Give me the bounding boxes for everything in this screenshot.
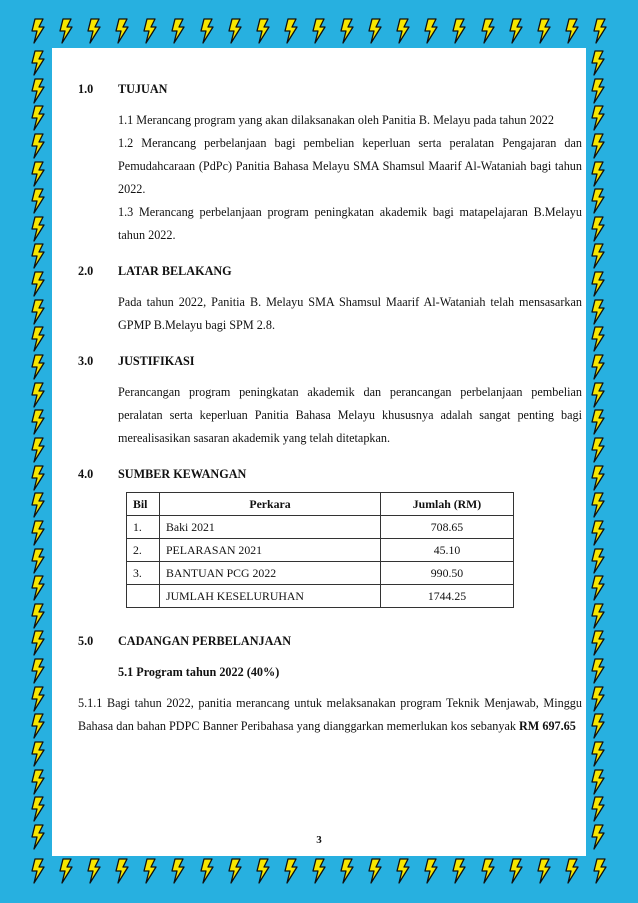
section-heading-tujuan bbox=[78, 78, 582, 101]
latar-belakang-paragraph: Pada tahun 2022, Panitia B. Melayu SMA Shamsul Maarif Al-Wataniah telah mensasarkan GPMP B.Melayu bagi SPM 2.8. bbox=[118, 295, 582, 332]
lightning-bolt-icon bbox=[590, 216, 606, 242]
lightning-bolt-icon bbox=[590, 686, 606, 712]
lightning-bolt-icon bbox=[199, 858, 215, 884]
lightning-bolt-icon bbox=[395, 18, 411, 44]
section-title: SUMBER KEWANGAN bbox=[118, 467, 247, 481]
lightning-bolt-icon bbox=[508, 18, 524, 44]
table-row bbox=[127, 516, 514, 539]
lightning-bolt-icon bbox=[480, 858, 496, 884]
table-row bbox=[127, 539, 514, 562]
lightning-bolt-icon bbox=[590, 78, 606, 104]
lightning-bolt-icon bbox=[590, 603, 606, 629]
lightning-bolt-icon bbox=[30, 409, 46, 435]
cell-jumlah: 990.50 bbox=[381, 562, 514, 585]
lightning-bolt-icon bbox=[590, 630, 606, 656]
lightning-bolt-icon bbox=[592, 858, 608, 884]
cell-jumlah: 45.10 bbox=[381, 539, 514, 562]
lightning-bolt-icon bbox=[508, 858, 524, 884]
cadangan-amount: RM 697.65 bbox=[519, 719, 576, 733]
list-item-text bbox=[118, 109, 582, 132]
lightning-bolt-icon bbox=[170, 18, 186, 44]
lightning-bolt-icon bbox=[30, 243, 46, 269]
lightning-bolt-icon bbox=[30, 382, 46, 408]
section-number: 2.0 bbox=[78, 264, 94, 278]
lightning-bolt-icon bbox=[30, 326, 46, 352]
lightning-bolt-icon bbox=[423, 858, 439, 884]
lightning-bolt-icon bbox=[30, 548, 46, 574]
lightning-bolt-icon bbox=[30, 354, 46, 380]
section-number: 3.0 bbox=[78, 354, 94, 368]
lightning-bolt-icon bbox=[367, 18, 383, 44]
tujuan-list bbox=[78, 109, 582, 247]
top-border bbox=[30, 18, 608, 46]
lightning-bolt-icon bbox=[30, 630, 46, 656]
lightning-bolt-icon bbox=[255, 18, 271, 44]
lightning-bolt-icon bbox=[339, 18, 355, 44]
lightning-bolt-icon bbox=[564, 858, 580, 884]
lightning-bolt-icon bbox=[30, 824, 46, 850]
list-item-content: Merancang perbelanjaan program peningkatan akademik bagi matapelajaran B.Melayu tahun 2022. bbox=[118, 205, 582, 242]
document-page bbox=[52, 48, 586, 856]
lightning-bolt-icon bbox=[590, 575, 606, 601]
lightning-bolt-icon bbox=[590, 437, 606, 463]
lightning-bolt-icon bbox=[30, 18, 46, 44]
lightning-bolt-icon bbox=[311, 858, 327, 884]
list-item bbox=[118, 109, 582, 132]
lightning-bolt-icon bbox=[30, 271, 46, 297]
lightning-bolt-icon bbox=[590, 382, 606, 408]
lightning-bolt-icon bbox=[30, 188, 46, 214]
table-row bbox=[127, 562, 514, 585]
funding-table bbox=[126, 492, 514, 608]
lightning-bolt-icon bbox=[227, 858, 243, 884]
section-number: 4.0 bbox=[78, 467, 94, 481]
lightning-bolt-icon bbox=[590, 520, 606, 546]
lightning-bolt-icon bbox=[590, 161, 606, 187]
lightning-bolt-icon bbox=[367, 858, 383, 884]
cadangan-paragraph bbox=[78, 692, 582, 738]
lightning-bolt-icon bbox=[590, 105, 606, 131]
list-item bbox=[118, 201, 582, 247]
lightning-bolt-icon bbox=[564, 18, 580, 44]
section-heading-sumber-kewangan bbox=[78, 463, 582, 486]
cell-bil: 2. bbox=[127, 539, 160, 562]
lightning-bolt-icon bbox=[590, 188, 606, 214]
list-item bbox=[118, 132, 582, 201]
lightning-bolt-icon bbox=[590, 354, 606, 380]
lightning-bolt-icon bbox=[30, 796, 46, 822]
list-item-number: 1.1 bbox=[118, 113, 134, 127]
section-title: TUJUAN bbox=[118, 82, 168, 96]
lightning-bolt-icon bbox=[30, 492, 46, 518]
lightning-bolt-icon bbox=[30, 741, 46, 767]
lightning-bolt-icon bbox=[30, 575, 46, 601]
left-border bbox=[30, 50, 50, 850]
lightning-bolt-icon bbox=[592, 18, 608, 44]
subsection-title: 5.1 Program tahun 2022 (40%) bbox=[118, 665, 280, 679]
lightning-bolt-icon bbox=[30, 50, 46, 76]
lightning-bolt-icon bbox=[590, 326, 606, 352]
list-item-text bbox=[118, 201, 582, 247]
cell-perkara: PELARASAN 2021 bbox=[160, 539, 381, 562]
lightning-bolt-icon bbox=[311, 18, 327, 44]
list-item-content: Merancang program yang akan dilaksanakan oleh Panitia B. Melayu pada tahun 2022 bbox=[136, 113, 554, 127]
bottom-border bbox=[30, 858, 608, 886]
section-heading-latar-belakang bbox=[78, 260, 582, 283]
document-content bbox=[78, 78, 582, 738]
lightning-bolt-icon bbox=[58, 858, 74, 884]
lightning-bolt-icon bbox=[30, 105, 46, 131]
table-header-row bbox=[127, 493, 514, 516]
lightning-bolt-icon bbox=[590, 492, 606, 518]
cell-jumlah: 1744.25 bbox=[381, 585, 514, 608]
section-title: CADANGAN PERBELANJAAN bbox=[118, 634, 291, 648]
cell-perkara: BANTUAN PCG 2022 bbox=[160, 562, 381, 585]
lightning-bolt-icon bbox=[199, 18, 215, 44]
lightning-bolt-icon bbox=[170, 858, 186, 884]
lightning-bolt-icon bbox=[590, 409, 606, 435]
list-item-text bbox=[118, 132, 582, 201]
lightning-bolt-icon bbox=[590, 465, 606, 491]
lightning-bolt-icon bbox=[30, 133, 46, 159]
cell-bil bbox=[127, 585, 160, 608]
cell-perkara: JUMLAH KESELURUHAN bbox=[160, 585, 381, 608]
lightning-bolt-icon bbox=[114, 858, 130, 884]
list-item-number: 1.3 bbox=[118, 205, 134, 219]
page-number: 3 bbox=[316, 834, 322, 846]
lightning-bolt-icon bbox=[227, 18, 243, 44]
lightning-bolt-icon bbox=[86, 858, 102, 884]
lightning-bolt-icon bbox=[30, 858, 46, 884]
cell-jumlah: 708.65 bbox=[381, 516, 514, 539]
lightning-bolt-icon bbox=[30, 437, 46, 463]
justifikasi-paragraph: Perancangan program peningkatan akademik dan perancangan perbelanjaan pembelian peralatan serta keperluan Panitia Bahasa Melayu khususnya adalah sangat penting bagi merealisasikan sasaran akademik yang telah ditetapkan. bbox=[118, 385, 582, 445]
lightning-bolt-icon bbox=[339, 858, 355, 884]
list-item-number: 1.2 bbox=[118, 136, 134, 150]
lightning-bolt-icon bbox=[30, 299, 46, 325]
lightning-bolt-icon bbox=[536, 18, 552, 44]
lightning-bolt-icon bbox=[30, 520, 46, 546]
lightning-bolt-icon bbox=[590, 50, 606, 76]
lightning-bolt-icon bbox=[58, 18, 74, 44]
cell-bil: 3. bbox=[127, 562, 160, 585]
header-perkara: Perkara bbox=[160, 493, 381, 516]
lightning-bolt-icon bbox=[590, 548, 606, 574]
section-heading-justifikasi bbox=[78, 350, 582, 373]
lightning-bolt-icon bbox=[283, 18, 299, 44]
lightning-bolt-icon bbox=[395, 858, 411, 884]
lightning-bolt-icon bbox=[86, 18, 102, 44]
lightning-bolt-icon bbox=[30, 161, 46, 187]
lightning-bolt-icon bbox=[590, 658, 606, 684]
cadangan-text: 5.1.1 Bagi tahun 2022, panitia merancang untuk melaksanakan program Teknik Menjawab, Minggu Bahasa dan bahan PDPC Banner Peribahasa yang dianggarkan memerlukan kos sebanyak bbox=[78, 696, 582, 733]
lightning-bolt-icon bbox=[536, 858, 552, 884]
lightning-bolt-icon bbox=[590, 243, 606, 269]
lightning-bolt-icon bbox=[114, 18, 130, 44]
header-bil: Bil bbox=[127, 493, 160, 516]
lightning-bolt-icon bbox=[590, 713, 606, 739]
lightning-bolt-icon bbox=[30, 603, 46, 629]
lightning-bolt-icon bbox=[451, 858, 467, 884]
section-number: 5.0 bbox=[78, 634, 94, 648]
cell-bil: 1. bbox=[127, 516, 160, 539]
lightning-bolt-icon bbox=[30, 769, 46, 795]
lightning-bolt-icon bbox=[590, 769, 606, 795]
lightning-bolt-icon bbox=[590, 741, 606, 767]
lightning-bolt-icon bbox=[590, 133, 606, 159]
section-title: JUSTIFIKASI bbox=[118, 354, 195, 368]
lightning-bolt-icon bbox=[142, 858, 158, 884]
lightning-bolt-icon bbox=[30, 686, 46, 712]
lightning-bolt-icon bbox=[255, 858, 271, 884]
lightning-bolt-icon bbox=[590, 796, 606, 822]
lightning-bolt-icon bbox=[30, 216, 46, 242]
lightning-bolt-icon bbox=[590, 299, 606, 325]
lightning-bolt-icon bbox=[30, 713, 46, 739]
lightning-bolt-icon bbox=[283, 858, 299, 884]
lightning-bolt-icon bbox=[423, 18, 439, 44]
cell-perkara: Baki 2021 bbox=[160, 516, 381, 539]
lightning-bolt-icon bbox=[590, 824, 606, 850]
lightning-bolt-icon bbox=[30, 78, 46, 104]
section-number: 1.0 bbox=[78, 82, 94, 96]
lightning-bolt-icon bbox=[451, 18, 467, 44]
table-total-row bbox=[127, 585, 514, 608]
lightning-bolt-icon bbox=[30, 465, 46, 491]
section-heading-cadangan bbox=[78, 630, 582, 653]
lightning-bolt-icon bbox=[30, 658, 46, 684]
header-jumlah: Jumlah (RM) bbox=[381, 493, 514, 516]
lightning-bolt-icon bbox=[142, 18, 158, 44]
lightning-bolt-icon bbox=[590, 271, 606, 297]
lightning-bolt-icon bbox=[480, 18, 496, 44]
list-item-content: Merancang perbelanjaan bagi pembelian keperluan serta peralatan Pengajaran dan Pemudahcaraan (PdPc) Panitia Bahasa Melayu SMA Shamsul Maarif Al-Wataniah bagi tahun 2022. bbox=[118, 136, 583, 196]
right-border bbox=[590, 50, 610, 850]
section-title: LATAR BELAKANG bbox=[118, 264, 232, 278]
